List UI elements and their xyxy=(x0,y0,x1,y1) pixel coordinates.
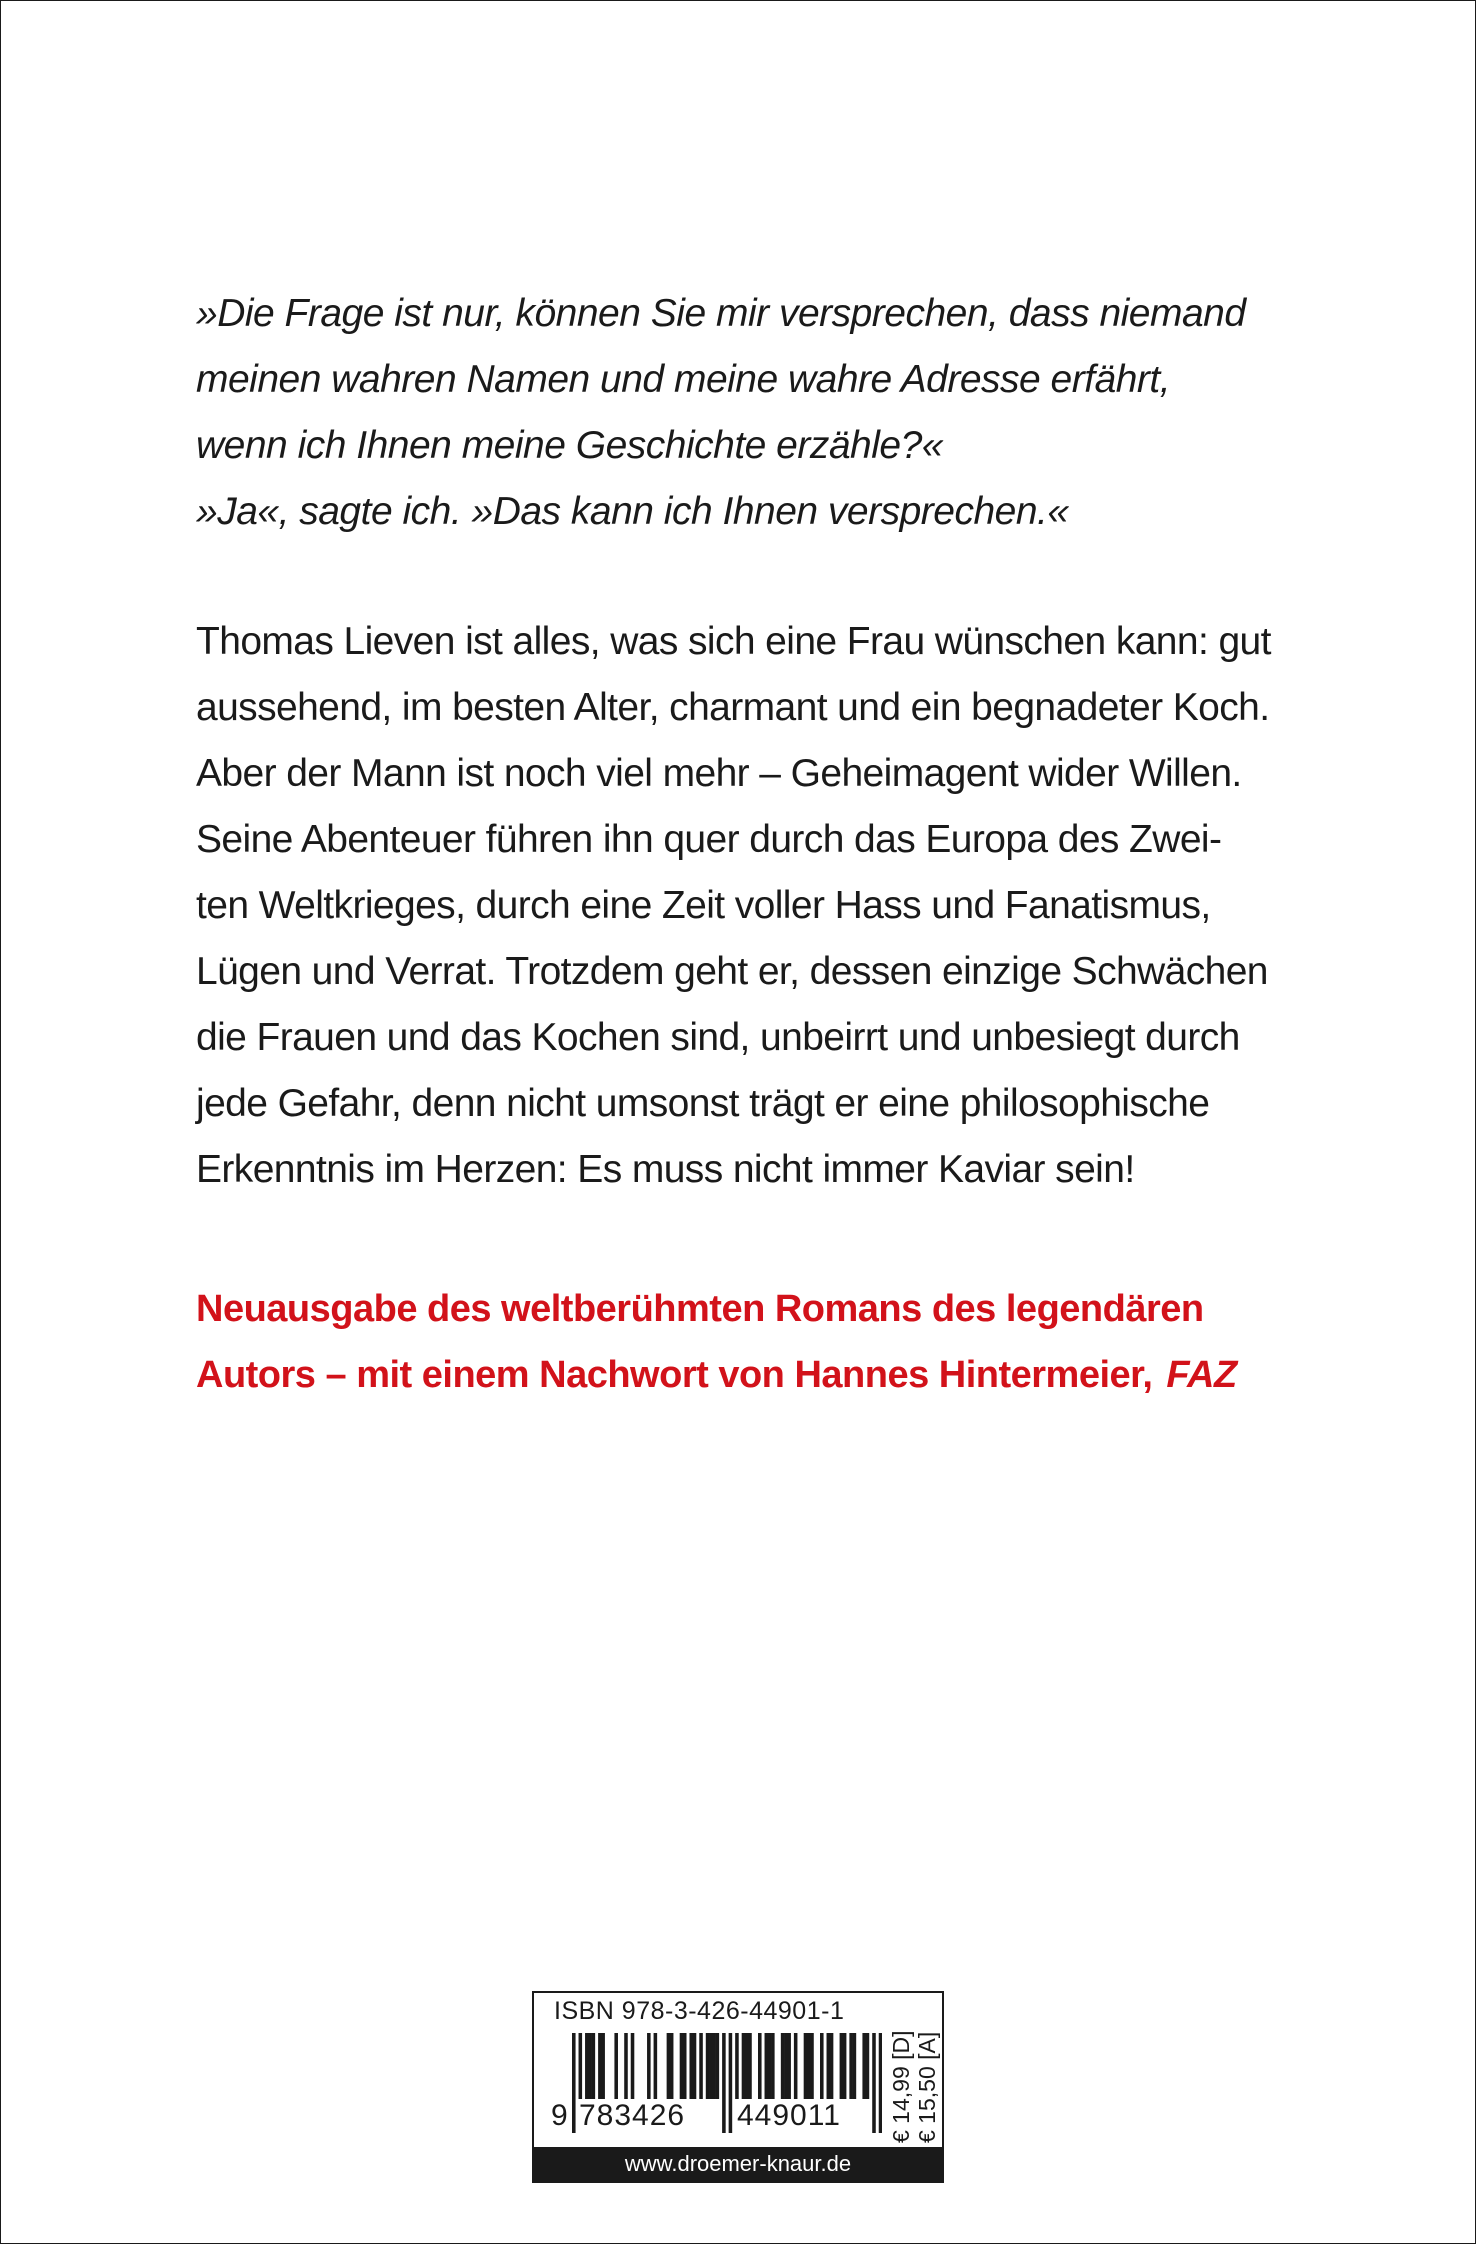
quote-line: »Die Frage ist nur, können Sie mir versprechen, dass niemand xyxy=(196,292,1246,335)
edition-note-source: FAZ xyxy=(1166,1354,1237,1396)
description-line: jede Gefahr, denn nicht umsonst trägt er eine philosophische xyxy=(196,1082,1210,1125)
price-germany: € 14,99 [D] xyxy=(888,2030,914,2143)
barcode-bar xyxy=(709,2033,713,2099)
barcode-bar xyxy=(830,2033,834,2099)
description-line: Aber der Mann ist noch viel mehr – Geheimagent wider Willen. xyxy=(196,752,1242,795)
barcode-bar xyxy=(667,2033,671,2099)
publisher-website: www.droemer-knaur.de xyxy=(534,2147,942,2181)
barcode-bar xyxy=(693,2033,697,2099)
barcode-bar xyxy=(771,2033,775,2099)
barcode-bar xyxy=(840,2033,844,2099)
barcode-bar xyxy=(784,2033,788,2099)
description-line: Thomas Lieven ist alles, was sich eine Frau wünschen kann: gut xyxy=(196,620,1271,663)
barcode-bar xyxy=(804,2033,808,2099)
barcode-bar xyxy=(810,2033,814,2099)
barcode-bar xyxy=(601,2033,605,2099)
barcode-bar xyxy=(794,2033,798,2099)
barcode-bar xyxy=(680,2033,684,2099)
barcode-bar xyxy=(768,2033,772,2099)
book-description xyxy=(196,609,1396,1203)
quote-line: meinen wahren Namen und meine wahre Adresse erfährt, xyxy=(196,358,1171,401)
barcode-bar xyxy=(765,2033,769,2099)
barcode-bar xyxy=(647,2033,651,2099)
barcode-bar xyxy=(742,2033,746,2099)
edition-note-text: Autors – mit einem Nachwort von Hannes Hintermeier, xyxy=(196,1354,1153,1396)
isbn-barcode-box xyxy=(532,1991,944,2183)
barcode-bar xyxy=(598,2033,602,2099)
edition-note-line: Neuausgabe des weltberühmten Romans des legendären xyxy=(196,1288,1204,1330)
barcode-bar xyxy=(588,2033,592,2099)
barcode-bar xyxy=(745,2033,749,2099)
barcode-bar xyxy=(716,2033,720,2099)
description-line: Erkenntnis im Herzen: Es muss nicht immer Kaviar sein! xyxy=(196,1148,1135,1191)
barcode-bar xyxy=(787,2033,791,2099)
description-line: aussehend, im besten Alter, charmant und ein begnadeter Koch. xyxy=(196,686,1270,729)
description-line: Seine Abenteuer führen ihn quer durch das Europa des Zwei- xyxy=(196,818,1222,861)
barcode-bar xyxy=(614,2033,618,2099)
barcode-bar xyxy=(631,2033,635,2099)
price-block xyxy=(886,2030,942,2143)
ean-left-digits: 783426 xyxy=(576,2099,688,2133)
barcode-bar xyxy=(699,2033,703,2099)
description-line: ten Weltkrieges, durch eine Zeit voller Hass und Fanatismus, xyxy=(196,884,1211,927)
opening-quote xyxy=(196,281,1376,545)
barcode-bar xyxy=(735,2033,739,2099)
ean-digits xyxy=(548,2099,884,2139)
barcode-bar xyxy=(807,2033,811,2099)
price-austria: € 15,50 [A] xyxy=(914,2031,940,2143)
ean-first-digit: 9 xyxy=(548,2099,571,2133)
barcode-bar xyxy=(758,2033,762,2099)
quote-line: wenn ich Ihnen meine Geschichte erzähle?« xyxy=(196,424,943,467)
barcode-bar xyxy=(827,2033,831,2099)
edition-note xyxy=(196,1276,1396,1408)
isbn-label: ISBN 978-3-426-44901-1 xyxy=(554,1997,845,2025)
description-line: die Frauen und das Kochen sind, unbeirrt und unbesiegt durch xyxy=(196,1016,1240,1059)
barcode-bar xyxy=(866,2033,870,2099)
barcode-bar xyxy=(781,2033,785,2099)
quote-line: »Ja«, sagte ich. »Das kann ich Ihnen versprechen.« xyxy=(196,490,1069,533)
description-line: Lügen und Verrat. Trotzdem geht er, dessen einzige Schwächen xyxy=(196,950,1268,993)
barcode-bar xyxy=(849,2033,853,2099)
barcode-bar xyxy=(670,2033,674,2099)
barcode-bar xyxy=(689,2033,693,2099)
barcode-bar xyxy=(853,2033,857,2099)
barcode-bar xyxy=(683,2033,687,2099)
barcode-bar xyxy=(624,2033,628,2099)
barcode-bar xyxy=(712,2033,716,2099)
barcode-bar xyxy=(748,2033,752,2099)
barcode-bar xyxy=(592,2033,596,2099)
barcode-bar xyxy=(585,2033,589,2099)
barcode-bar xyxy=(706,2033,710,2099)
barcode-bar xyxy=(843,2033,847,2099)
ean-right-digits: 449011 xyxy=(734,2099,844,2133)
barcode-bar xyxy=(654,2033,658,2099)
edition-note-line xyxy=(196,1342,1396,1408)
barcode-bar xyxy=(820,2033,824,2099)
barcode-bar xyxy=(862,2033,866,2099)
